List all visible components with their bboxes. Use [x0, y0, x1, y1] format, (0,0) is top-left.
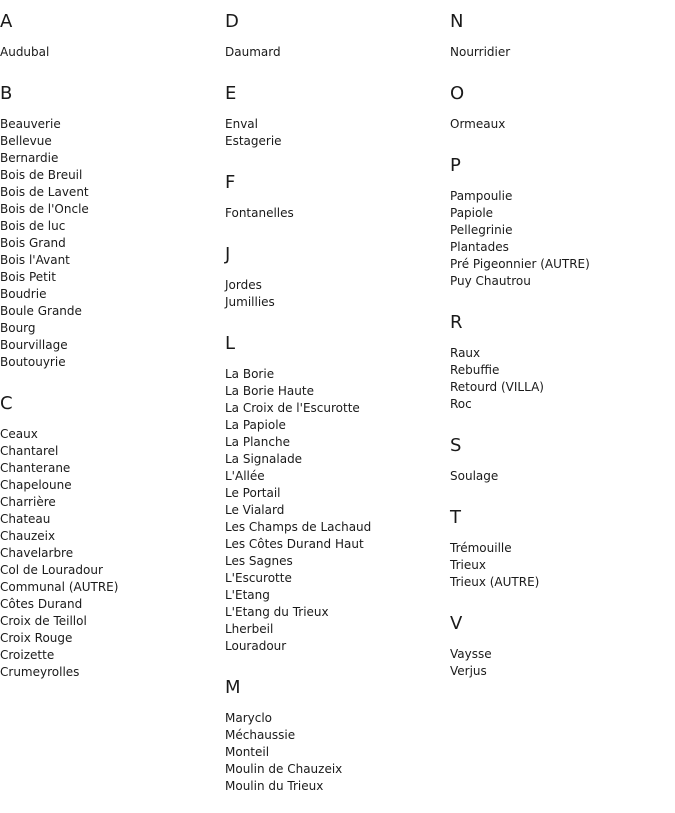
place-list-item[interactable]: Boule Grande — [0, 304, 82, 318]
place-list-item[interactable]: Bois de Breuil — [0, 168, 83, 182]
place-list-item[interactable]: Bois Petit — [0, 270, 56, 284]
place-list-item[interactable]: Trieux (AUTRE) — [450, 575, 540, 589]
place-list — [450, 540, 675, 591]
place-list-item[interactable]: Croix de Teillol — [0, 614, 87, 628]
place-list-item[interactable]: Soulage — [450, 469, 499, 483]
place-list-item[interactable]: Chateau — [0, 512, 51, 526]
place-list — [0, 116, 225, 371]
section-letter-heading: J — [225, 244, 231, 265]
place-list-item[interactable]: Monteil — [225, 745, 270, 759]
place-list-item[interactable]: Raux — [450, 346, 481, 360]
letter-section — [450, 313, 675, 413]
place-list-item[interactable]: Bourg — [0, 321, 36, 335]
place-list — [450, 44, 675, 61]
place-list-item[interactable]: Jordes — [225, 278, 262, 292]
place-list-item[interactable]: Rebuffie — [450, 363, 500, 377]
place-list-item[interactable]: Vaysse — [450, 647, 492, 661]
place-list-item[interactable]: Trieux — [450, 558, 486, 572]
letter-section — [0, 12, 225, 61]
place-list-item[interactable]: Bois de luc — [0, 219, 66, 233]
section-letter-heading: A — [0, 11, 13, 32]
place-list-item[interactable]: Les Sagnes — [225, 554, 293, 568]
place-list-item[interactable]: La Borie — [225, 367, 275, 381]
letter-section — [225, 245, 450, 311]
section-letter-heading: S — [450, 435, 462, 456]
letter-section — [225, 678, 450, 795]
place-list-item[interactable]: Chantarel — [0, 444, 59, 458]
letter-section — [0, 84, 225, 371]
place-list-item[interactable]: Verjus — [450, 664, 487, 678]
place-list-item[interactable]: Daumard — [225, 45, 281, 59]
place-list-item[interactable]: Papiole — [450, 206, 494, 220]
letter-section — [225, 334, 450, 655]
place-list-item[interactable]: Fontanelles — [225, 206, 294, 220]
place-list-item[interactable]: Pampoulie — [450, 189, 513, 203]
place-list-item[interactable]: L'Etang du Trieux — [225, 605, 329, 619]
place-list-item[interactable]: Col de Louradour — [0, 563, 103, 577]
section-letter-heading: M — [225, 677, 241, 698]
place-list-item[interactable]: La Croix de l'Escurotte — [225, 401, 360, 415]
place-list-item[interactable]: L'Allée — [225, 469, 265, 483]
place-list-item[interactable]: La Borie Haute — [225, 384, 314, 398]
place-list-item[interactable]: La Signalade — [225, 452, 303, 466]
place-list-item[interactable]: Audubal — [0, 45, 50, 59]
place-list — [450, 345, 675, 413]
place-list-item[interactable]: Chanterane — [0, 461, 71, 475]
place-list-item[interactable]: Crumeyrolles — [0, 665, 80, 679]
place-list-item[interactable]: Charrière — [0, 495, 56, 509]
place-list-item[interactable]: La Papiole — [225, 418, 286, 432]
place-list-item[interactable]: Lherbeil — [225, 622, 274, 636]
section-letter-heading: N — [450, 11, 464, 32]
place-list-item[interactable]: Boudrie — [0, 287, 47, 301]
section-letter-heading: O — [450, 83, 465, 104]
place-list — [225, 277, 450, 311]
letter-section — [0, 394, 225, 681]
place-list-item[interactable]: Chapeloune — [0, 478, 72, 492]
index-column-3 — [450, 12, 675, 680]
place-list — [225, 205, 450, 222]
letter-section — [450, 84, 675, 133]
place-list-item[interactable]: Bois l'Avant — [0, 253, 70, 267]
letter-section — [450, 156, 675, 290]
place-list — [225, 366, 450, 655]
place-list-item[interactable]: Beauverie — [0, 117, 61, 131]
place-list-item[interactable]: Bourvillage — [0, 338, 68, 352]
place-list — [450, 116, 675, 133]
place-list-item[interactable]: Croizette — [0, 648, 55, 662]
place-list-item[interactable]: Pré Pigeonnier (AUTRE) — [450, 257, 590, 271]
place-list-item[interactable]: Trémouille — [450, 541, 512, 555]
letter-section — [225, 84, 450, 150]
place-list-item[interactable]: Estagerie — [225, 134, 282, 148]
place-list-item[interactable]: Roc — [450, 397, 472, 411]
place-list-item[interactable]: Plantades — [450, 240, 509, 254]
place-list — [0, 44, 225, 61]
place-list-item[interactable]: L'Escurotte — [225, 571, 292, 585]
place-list-item[interactable]: Le Vialard — [225, 503, 285, 517]
section-letter-heading: R — [450, 312, 463, 333]
place-list-item[interactable]: Puy Chautrou — [450, 274, 531, 288]
place-list-item[interactable]: Les Côtes Durand Haut — [225, 537, 364, 551]
place-list-item[interactable]: Les Champs de Lachaud — [225, 520, 372, 534]
place-list-item[interactable]: La Planche — [225, 435, 290, 449]
place-list-item[interactable]: Ormeaux — [450, 117, 506, 131]
letter-section — [450, 436, 675, 485]
place-list-item[interactable]: Croix Rouge — [0, 631, 73, 645]
section-letter-heading: E — [225, 83, 237, 104]
section-letter-heading: F — [225, 172, 236, 193]
place-list-item[interactable]: Moulin du Trieux — [225, 779, 324, 793]
letter-section — [450, 12, 675, 61]
index-column-2 — [225, 12, 450, 795]
place-list-item[interactable]: Retourd (VILLA) — [450, 380, 544, 394]
place-list-item[interactable]: Ceaux — [0, 427, 38, 441]
place-list-item[interactable]: Bellevue — [0, 134, 52, 148]
place-list-item[interactable]: Communal (AUTRE) — [0, 580, 119, 594]
section-letter-heading: T — [450, 507, 461, 528]
place-list-item[interactable]: Côtes Durand — [0, 597, 83, 611]
place-list — [450, 468, 675, 485]
place-list-item[interactable]: Chauzeix — [0, 529, 56, 543]
index-column-1 — [0, 12, 225, 681]
place-list-item[interactable]: Nourridier — [450, 45, 511, 59]
place-list — [225, 710, 450, 795]
place-list-item[interactable]: L'Etang — [225, 588, 270, 602]
place-list-item[interactable]: Enval — [225, 117, 258, 131]
place-list-item[interactable]: Chavelarbre — [0, 546, 74, 560]
letter-section — [225, 173, 450, 222]
place-list-item[interactable]: Jumillies — [225, 295, 275, 309]
section-letter-heading: P — [450, 155, 461, 176]
section-letter-heading: L — [225, 333, 236, 354]
letter-section — [450, 614, 675, 680]
letter-section — [450, 508, 675, 591]
place-list-item[interactable]: Moulin de Chauzeix — [225, 762, 343, 776]
place-list-item[interactable]: Maryclo — [225, 711, 273, 725]
section-letter-heading: V — [450, 613, 463, 634]
place-list-item[interactable]: Bois de Lavent — [0, 185, 89, 199]
place-list-item[interactable]: Bois de l'Oncle — [0, 202, 89, 216]
place-list — [450, 188, 675, 290]
place-list-item[interactable]: Bois Grand — [0, 236, 66, 250]
place-list-item[interactable]: Boutouyrie — [0, 355, 66, 369]
place-list — [0, 426, 225, 681]
section-letter-heading: B — [0, 83, 13, 104]
place-list-item[interactable]: Pellegrinie — [450, 223, 513, 237]
place-list — [225, 44, 450, 61]
section-letter-heading: C — [0, 393, 13, 414]
place-list-item[interactable]: Méchaussie — [225, 728, 296, 742]
place-list — [450, 646, 675, 680]
place-list-item[interactable]: Le Portail — [225, 486, 281, 500]
letter-section — [225, 12, 450, 61]
place-list — [225, 116, 450, 150]
section-letter-heading: D — [225, 11, 239, 32]
place-list-item[interactable]: Bernardie — [0, 151, 59, 165]
place-list-item[interactable]: Louradour — [225, 639, 287, 653]
